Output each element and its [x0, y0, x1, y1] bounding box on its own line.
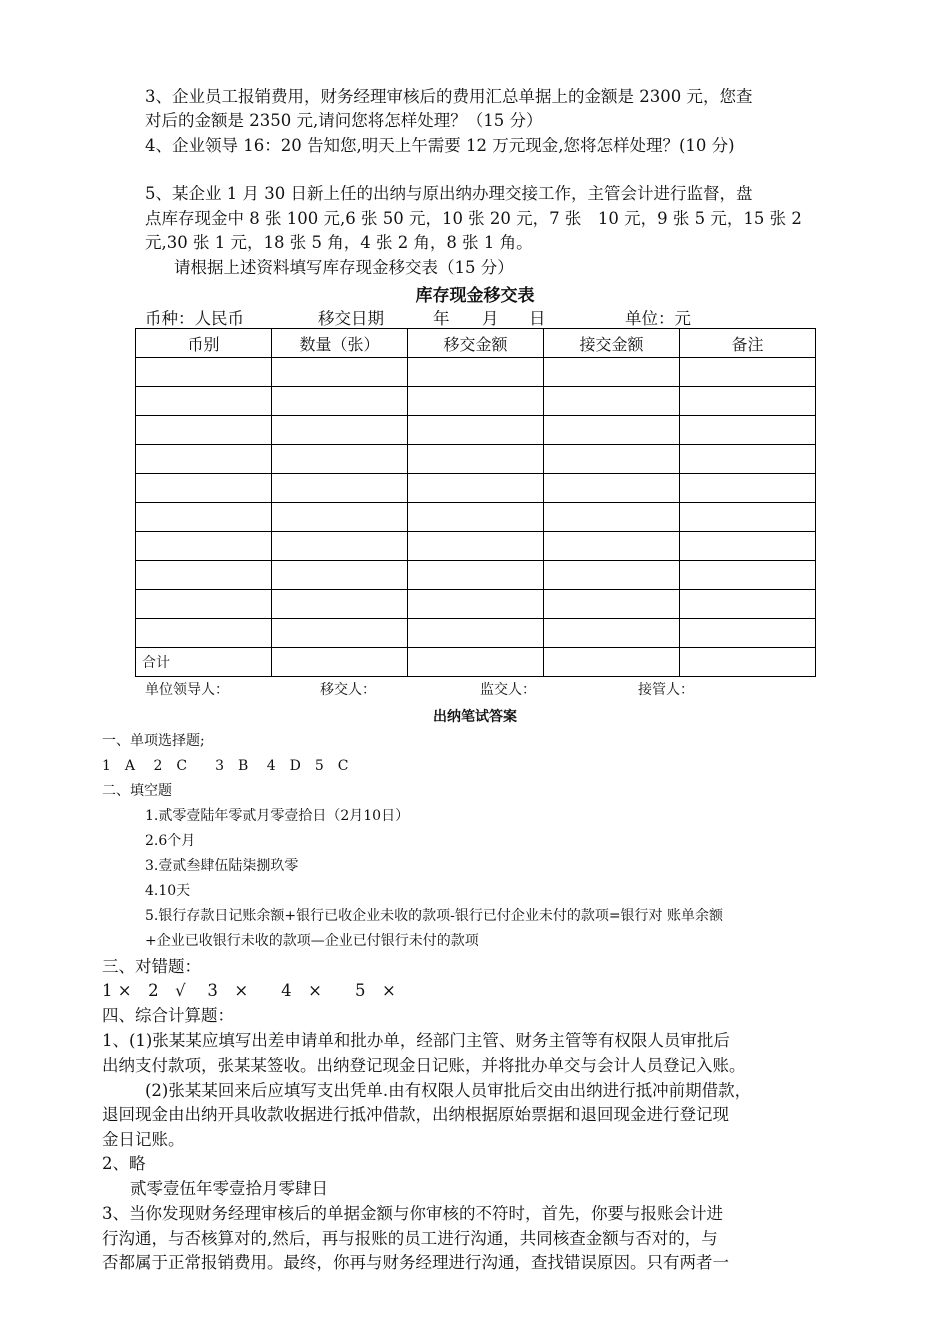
- calc-2: 2、略: [102, 1154, 146, 1173]
- table-cell: [136, 474, 272, 503]
- table-cell: [272, 590, 408, 619]
- question-4: 4、企业领导 16：20 告知您,明天上午需要 12 万元现金,您将怎样处理？(10 分): [145, 136, 735, 155]
- fill-answer-3: 3.壹贰叁肆伍陆柒捌玖零: [145, 858, 299, 874]
- table-row: [136, 474, 816, 503]
- table-cell: [136, 445, 272, 474]
- table-cell: [680, 416, 816, 445]
- section-3-answers: 1 × 2 √ 3 × 4 × 5 ×: [102, 981, 396, 1000]
- signature-receiver: 接管人：: [638, 682, 694, 698]
- question-5-line-2: 点库存现金中 8 张 100 元,6 张 50 元，10 张 20 元，7 张 10 元，9 张 5 元，15 张 2: [145, 209, 802, 228]
- table-cell: [272, 648, 408, 677]
- table-row: [136, 416, 816, 445]
- table-cell: [272, 532, 408, 561]
- table-cell: [136, 358, 272, 387]
- fill-answer-4: 4.10天: [145, 883, 191, 899]
- table-cell: [544, 474, 680, 503]
- column-header-receive-amount: 接交金额: [544, 329, 680, 358]
- table-cell: [408, 387, 544, 416]
- table-cell: [136, 590, 272, 619]
- table-cell: [408, 590, 544, 619]
- column-header-currency-type: 币别: [136, 329, 272, 358]
- question-5-line-3: 元,30 张 1 元，18 张 5 角，4 张 2 角，8 张 1 角。: [145, 233, 533, 252]
- signature-transferor: 移交人：: [320, 682, 376, 698]
- table-cell: [544, 648, 680, 677]
- calc-1-line-3: (2)张某某回来后应填写支出凭单.由有权限人员审批后交由出纳进行抵冲前期借款，: [145, 1081, 752, 1100]
- column-header-quantity: 数量（张）: [272, 329, 408, 358]
- table-cell: [272, 474, 408, 503]
- fill-answer-2: 2.6个月: [145, 833, 196, 849]
- table-cell: [680, 445, 816, 474]
- table-cell: [272, 503, 408, 532]
- calc-3-line-1: 3、当你发现财务经理审核后的单据金额与你审核的不符时，首先，你要与报账会计进: [102, 1204, 723, 1223]
- table-cell: [680, 561, 816, 590]
- question-5-line-1: 5、某企业 1 月 30 日新上任的出纳与原出纳办理交接工作，主管会计进行监督，盘: [145, 184, 753, 203]
- month-label: 月: [482, 309, 499, 328]
- table-cell: [136, 619, 272, 648]
- table-cell: [272, 358, 408, 387]
- table-cell: [408, 358, 544, 387]
- signature-supervisor: 监交人：: [480, 682, 536, 698]
- table-cell: [408, 561, 544, 590]
- table-cell: [544, 503, 680, 532]
- table-cell: [408, 474, 544, 503]
- table-cell: [136, 561, 272, 590]
- calc-3-line-2: 行沟通，与否核算对的,然后，再与报账的员工进行沟通，共同核查金额与否对的，与: [102, 1229, 718, 1248]
- table-cell: [272, 416, 408, 445]
- table-row: [136, 590, 816, 619]
- table-cell: [544, 387, 680, 416]
- table-cell: [544, 445, 680, 474]
- table-cell: [680, 619, 816, 648]
- calc-1-line-1: 1、(1)张某某应填写出差申请单和批办单，经部门主管、财务主管等有权限人员审批后: [102, 1031, 730, 1050]
- table-cell: [408, 445, 544, 474]
- year-label: 年: [433, 309, 450, 328]
- calc-3-line-3: 否都属于正常报销费用。最终，你再与财务经理进行沟通，查找错误原因。只有两者一: [102, 1253, 729, 1272]
- table-cell: [136, 503, 272, 532]
- table-cell: [680, 358, 816, 387]
- calc-1-line-5: 金日记账。: [102, 1130, 185, 1149]
- section-1-answers: 1 A 2 C 3 B 4 D 5 C: [102, 758, 349, 774]
- table-cell: [680, 590, 816, 619]
- column-header-remarks: 备注: [680, 329, 816, 358]
- table-cell: [544, 358, 680, 387]
- fill-answer-5-line-1: 5.银行存款日记账余额+银行已收企业未收的款项-银行已付企业未付的款项=银行对 账单余额: [145, 908, 723, 924]
- table-cell: [680, 648, 816, 677]
- question-5-instruction: 请根据上述资料填写库存现金移交表（15 分）: [174, 258, 514, 277]
- section-4-heading: 四、综合计算题：: [102, 1006, 234, 1025]
- table-cell: [408, 416, 544, 445]
- total-label: 合计: [136, 648, 272, 677]
- table-cell: [544, 590, 680, 619]
- currency-label: 币种：人民币: [145, 309, 244, 328]
- section-1-heading: 一、单项选择题;: [102, 733, 205, 749]
- table-cell: [680, 503, 816, 532]
- signature-leader: 单位领导人：: [145, 682, 229, 698]
- table-cell: [272, 445, 408, 474]
- answers-title: 出纳笔试答案: [433, 709, 517, 725]
- table-cell: [544, 619, 680, 648]
- table-cell: [544, 416, 680, 445]
- column-header-transfer-amount: 移交金额: [408, 329, 544, 358]
- table-cell: [680, 532, 816, 561]
- table-total-row: [136, 648, 816, 677]
- table-cell: [136, 532, 272, 561]
- table-row: [136, 532, 816, 561]
- table-cell: [544, 532, 680, 561]
- calc-1-line-4: 退回现金由出纳开具收款收据进行抵冲借款，出纳根据原始票据和退回现金进行登记现: [102, 1105, 729, 1124]
- table-cell: [136, 387, 272, 416]
- day-label: 日: [529, 309, 546, 328]
- table-cell: [680, 387, 816, 416]
- table-row: [136, 619, 816, 648]
- unit-label: 单位：元: [625, 309, 691, 328]
- transfer-table-title: 库存现金移交表: [415, 286, 535, 306]
- section-2-heading: 二、填空题: [102, 783, 172, 799]
- table-cell: [680, 474, 816, 503]
- section-3-heading: 三、对错题：: [102, 957, 201, 976]
- table-cell: [544, 561, 680, 590]
- table-cell: [408, 503, 544, 532]
- table-cell: [408, 648, 544, 677]
- table-row: [136, 387, 816, 416]
- transfer-date-label: 移交日期: [318, 309, 384, 328]
- table-cell: [408, 532, 544, 561]
- calc-1-line-2: 出纳支付款项，张某某签收。出纳登记现金日记账，并将批办单交与会计人员登记入账。: [102, 1056, 746, 1075]
- table-header-row: [136, 329, 816, 358]
- table-cell: [136, 416, 272, 445]
- cash-transfer-table: [135, 328, 816, 677]
- table-row: [136, 503, 816, 532]
- question-3-line-1: 3、企业员工报销费用，财务经理审核后的费用汇总单据上的金额是 2300 元，您查: [145, 87, 753, 106]
- table-row: [136, 358, 816, 387]
- table-cell: [272, 387, 408, 416]
- fill-answer-1: 1.贰零壹陆年零贰月零壹拾日（2月10日）: [145, 808, 410, 824]
- fill-answer-5-line-2: +企业已收银行未收的款项—企业已付银行未付的款项: [145, 933, 479, 949]
- table-row: [136, 561, 816, 590]
- question-3-line-2: 对后的金额是 2350 元,请问您将怎样处理？（15 分）: [145, 111, 543, 130]
- calc-2-date: 贰零壹伍年零壹拾月零肆日: [130, 1179, 328, 1198]
- table-row: [136, 445, 816, 474]
- table-cell: [272, 619, 408, 648]
- table-cell: [272, 561, 408, 590]
- table-cell: [408, 619, 544, 648]
